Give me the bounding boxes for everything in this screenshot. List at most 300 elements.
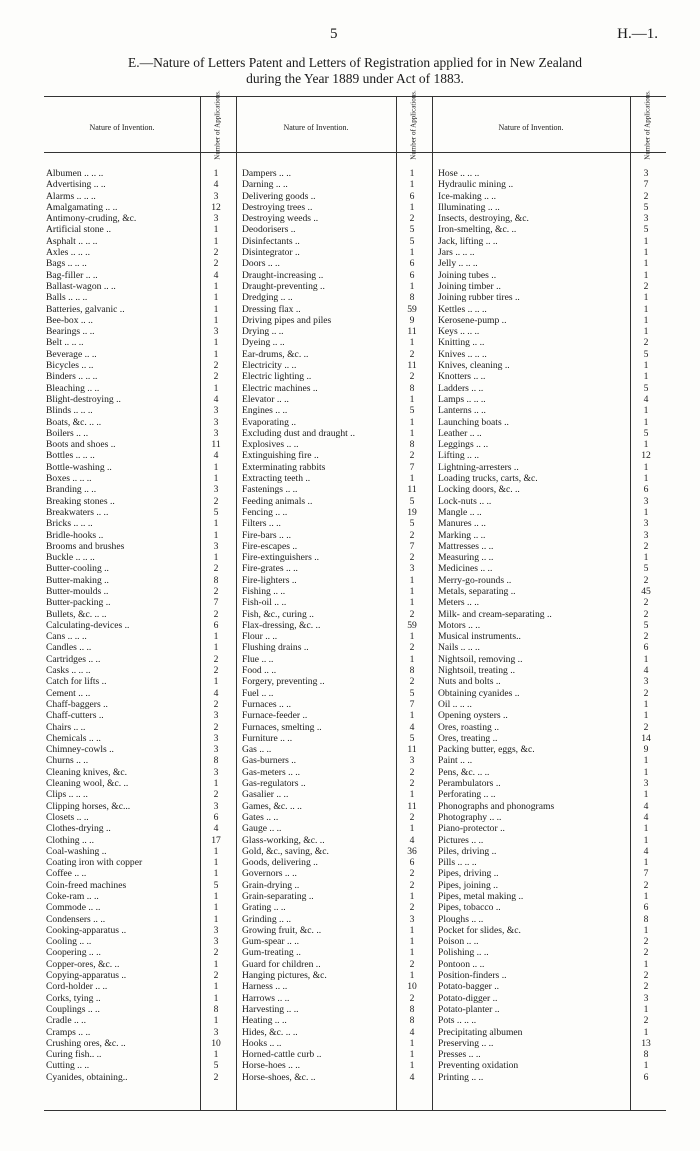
invention-name: Deodorisers .. <box>242 224 296 236</box>
invention-name: Dyeing .. .. <box>242 337 285 349</box>
invention-name: Knotters .. .. <box>438 371 486 383</box>
application-count: 2 <box>213 608 219 620</box>
table-row <box>438 315 664 326</box>
table-row <box>46 191 234 202</box>
application-count: 1 <box>409 473 415 485</box>
invention-name: Boats, &c. .. .. <box>46 416 102 428</box>
table-row <box>46 394 234 405</box>
invention-name: Draught-preventing .. <box>242 280 325 292</box>
table-row <box>438 563 664 574</box>
application-count: 3 <box>643 518 649 530</box>
table-row <box>242 1072 430 1083</box>
application-count: 3 <box>643 529 649 541</box>
application-count: 1 <box>213 992 219 1004</box>
invention-name: Branding .. .. <box>46 484 97 496</box>
invention-name: Gas-regulators .. <box>242 778 306 790</box>
invention-name: Jars .. .. .. <box>438 247 475 259</box>
invention-name: Excluding dust and draught .. <box>242 427 355 439</box>
table-row <box>438 349 664 360</box>
application-count: 12 <box>641 450 651 462</box>
invention-name: Exterminating rabbits <box>242 461 326 473</box>
application-count: 1 <box>213 292 219 304</box>
invention-name: Albumen .. .. .. <box>46 168 104 179</box>
table-row <box>242 665 430 676</box>
col2-name-header: Nature of Invention. <box>236 97 396 153</box>
application-count: 59 <box>407 303 417 315</box>
application-count: 1 <box>643 405 649 417</box>
table-row <box>46 778 234 789</box>
invention-name: Ores, treating .. <box>438 732 498 744</box>
application-count: 2 <box>643 631 649 643</box>
application-count: 1 <box>213 891 219 902</box>
application-count: 2 <box>409 676 415 688</box>
table-row <box>438 541 664 552</box>
invention-name: Breaking stones .. <box>46 495 115 507</box>
title-line-2: during the Year 1889 under Act of 1883. <box>246 71 464 86</box>
application-count: 3 <box>213 416 219 428</box>
application-count: 2 <box>643 337 649 349</box>
invention-name: Bricks .. .. .. <box>46 518 93 530</box>
application-count: 6 <box>409 857 415 869</box>
application-count: 2 <box>213 258 219 270</box>
application-count: 6 <box>409 258 415 270</box>
table-row <box>46 947 234 958</box>
table-row <box>242 258 430 269</box>
application-count: 2 <box>409 766 415 778</box>
application-count: 6 <box>643 642 649 654</box>
table-row <box>242 744 430 755</box>
invention-name: Paint .. .. <box>438 755 473 767</box>
invention-name: Batteries, galvanic .. <box>46 303 125 315</box>
table-row <box>438 247 664 258</box>
application-count: 1 <box>643 1060 649 1072</box>
application-count: 5 <box>409 518 415 530</box>
application-count: 1 <box>409 201 415 213</box>
invention-name: Cement .. .. <box>46 687 91 699</box>
table-row <box>438 394 664 405</box>
invention-name: Fencing .. .. <box>242 506 288 518</box>
table-row <box>46 258 234 269</box>
application-count: 1 <box>213 518 219 530</box>
table-row <box>438 428 664 439</box>
application-count: 6 <box>643 484 649 496</box>
invention-name: Belt .. .. .. <box>46 337 84 349</box>
application-count: 3 <box>409 913 415 925</box>
application-count: 2 <box>213 1071 219 1083</box>
application-count: 2 <box>409 902 415 914</box>
application-count: 4 <box>643 845 649 857</box>
invention-name: Flax-dressing, &c. .. <box>242 619 321 631</box>
application-count: 1 <box>213 631 219 643</box>
invention-name: Draught-increasing .. <box>242 269 324 281</box>
application-count: 3 <box>213 427 219 439</box>
application-count: 4 <box>213 823 219 835</box>
table-row <box>438 405 664 416</box>
invention-name: Pots .. .. .. <box>438 1015 477 1027</box>
application-count: 3 <box>213 800 219 812</box>
table-row <box>242 281 430 292</box>
table-row <box>438 202 664 213</box>
table-row <box>438 530 664 541</box>
table-row <box>242 168 430 179</box>
invention-name: Hanging pictures, &c. <box>242 970 327 982</box>
application-count: 3 <box>409 563 415 575</box>
table-row <box>438 846 664 857</box>
table-row <box>438 981 664 992</box>
table-row <box>242 1015 430 1026</box>
table-row <box>242 597 430 608</box>
application-count: 1 <box>409 416 415 428</box>
application-count: 1 <box>643 461 649 473</box>
invention-name: Pontoon .. .. <box>438 958 485 970</box>
table-row <box>242 337 430 348</box>
invention-name: Cleaning wool, &c. .. <box>46 778 129 790</box>
application-count: 3 <box>213 484 219 496</box>
invention-name: Knives, cleaning .. <box>438 360 510 372</box>
application-count: 2 <box>643 879 649 891</box>
invention-name: Bee-box .. .. <box>46 314 93 326</box>
invention-name: Glass-working, &c. .. <box>242 834 325 846</box>
table-row <box>46 925 234 936</box>
page-number: 5 <box>330 26 338 42</box>
invention-name: Guard for children .. <box>242 958 321 970</box>
table-row <box>242 936 430 947</box>
table-row <box>46 439 234 450</box>
table-row <box>242 360 430 371</box>
table-row <box>242 857 430 868</box>
application-count: 2 <box>213 247 219 259</box>
table-row <box>46 981 234 992</box>
invention-name: Pipes, metal making .. <box>438 891 524 902</box>
table-row <box>46 665 234 676</box>
invention-name: Grinding .. .. <box>242 913 292 925</box>
application-count: 1 <box>409 789 415 801</box>
table-row <box>438 575 664 586</box>
table-row <box>242 586 430 597</box>
application-count: 3 <box>643 213 649 225</box>
invention-name: Iron-smelting, &c. .. <box>438 224 517 236</box>
application-count: 1 <box>213 529 219 541</box>
table-row <box>46 676 234 687</box>
invention-name: Lifting .. .. <box>438 450 480 462</box>
invention-name: Forgery, preventing .. <box>242 676 325 688</box>
invention-name: Coopering .. .. <box>46 947 101 959</box>
application-count: 3 <box>643 168 649 179</box>
application-count: 1 <box>409 585 415 597</box>
invention-name: Bag-filler .. .. <box>46 269 98 281</box>
table-row <box>438 1049 664 1060</box>
table-row <box>46 767 234 778</box>
table-row <box>438 880 664 891</box>
table-row <box>46 563 234 574</box>
invention-name: Extracting teeth .. <box>242 473 311 485</box>
invention-name: Casks .. .. .. <box>46 665 91 677</box>
application-count: 1 <box>643 1003 649 1015</box>
table-row <box>242 417 430 428</box>
table-row <box>242 688 430 699</box>
invention-name: Cleaning knives, &c. <box>46 766 127 778</box>
invention-name: Horse-hoes .. .. <box>242 1060 301 1072</box>
invention-name: Drying .. .. <box>242 326 284 338</box>
application-count: 1 <box>409 427 415 439</box>
invention-name: Electric machines .. <box>242 382 318 394</box>
table-row <box>242 394 430 405</box>
application-count: 1 <box>213 868 219 880</box>
table-row <box>242 835 430 846</box>
invention-name: Bicycles .. .. <box>46 360 94 372</box>
application-count: 2 <box>409 811 415 823</box>
application-count: 2 <box>213 721 219 733</box>
invention-name: Coin-freed machines <box>46 879 127 891</box>
table-row <box>242 631 430 642</box>
table-row <box>438 213 664 224</box>
application-count: 17 <box>211 834 221 846</box>
table-row <box>46 292 234 303</box>
application-count: 1 <box>643 303 649 315</box>
table-row <box>242 722 430 733</box>
invention-name: Cartridges .. .. <box>46 653 101 665</box>
application-count: 2 <box>213 789 219 801</box>
application-count: 5 <box>213 506 219 518</box>
table-row <box>242 970 430 981</box>
application-count: 2 <box>213 371 219 383</box>
table-row <box>438 609 664 620</box>
table-row <box>46 270 234 281</box>
invention-name: Jack, lifting .. .. <box>438 235 498 247</box>
application-count: 2 <box>643 540 649 552</box>
invention-name: Furnaces, smelting .. <box>242 721 322 733</box>
table-row <box>438 1072 664 1083</box>
application-count: 2 <box>213 495 219 507</box>
table-row <box>242 733 430 744</box>
invention-name: Measuring .. .. <box>438 552 494 564</box>
invention-name: Furnace-feeder .. <box>242 710 308 722</box>
table-row <box>46 936 234 947</box>
table-row <box>242 823 430 834</box>
table-row <box>438 383 664 394</box>
invention-name: Cans .. .. .. <box>46 631 87 643</box>
table-row <box>438 417 664 428</box>
application-count: 4 <box>213 179 219 191</box>
invention-name: Fishing .. .. <box>242 585 286 597</box>
table-row <box>46 224 234 235</box>
invention-name: Fire-extinguishers .. <box>242 552 320 564</box>
invention-name: Flour .. .. <box>242 631 278 643</box>
invention-name: Milk- and cream-separating .. <box>438 608 552 620</box>
table-row <box>46 383 234 394</box>
invention-name: Preserving .. .. <box>438 1037 494 1049</box>
application-count: 7 <box>409 540 415 552</box>
invention-name: Knives .. .. .. <box>438 348 487 360</box>
application-count: 3 <box>213 326 219 338</box>
invention-name: Dredging .. .. <box>242 292 293 304</box>
application-count: 2 <box>409 642 415 654</box>
application-count: 1 <box>213 857 219 869</box>
application-count: 8 <box>213 574 219 586</box>
table-row <box>46 631 234 642</box>
table-row <box>46 1004 234 1015</box>
application-count: 4 <box>643 393 649 405</box>
application-count: 1 <box>409 947 415 959</box>
table-row <box>438 914 664 925</box>
table-row <box>242 484 430 495</box>
invention-name: Blinds .. .. .. <box>46 405 93 417</box>
table-row <box>46 213 234 224</box>
application-count: 13 <box>641 1037 651 1049</box>
table-row <box>46 417 234 428</box>
application-count: 2 <box>409 879 415 891</box>
application-count: 4 <box>643 811 649 823</box>
invention-name: Governors .. .. <box>242 868 297 880</box>
invention-name: Catch for lifts .. <box>46 676 107 688</box>
invention-name: Ploughs .. .. <box>438 913 484 925</box>
invention-name: Chemicals .. .. <box>46 732 101 744</box>
invention-name: Pipes, driving .. <box>438 868 499 880</box>
table-row <box>242 552 430 563</box>
application-count: 5 <box>409 235 415 247</box>
invention-name: Artificial stone .. <box>46 224 112 236</box>
invention-name: Bridle-hooks .. <box>46 529 104 541</box>
application-count: 1 <box>213 981 219 993</box>
invention-name: Photography .. .. <box>438 811 502 823</box>
application-count: 14 <box>641 732 651 744</box>
table-row <box>242 789 430 800</box>
application-count: 1 <box>213 303 219 315</box>
table-row <box>46 496 234 507</box>
invention-name: Poison .. .. <box>438 936 479 948</box>
table-row <box>46 789 234 800</box>
invention-name: Butter-moulds .. <box>46 585 109 597</box>
application-count: 3 <box>213 213 219 225</box>
table-row <box>438 326 664 337</box>
application-count: 1 <box>213 676 219 688</box>
application-count: 3 <box>213 190 219 202</box>
application-count: 1 <box>409 574 415 586</box>
invention-name: Brooms and brushes <box>46 540 125 552</box>
application-count: 1 <box>213 902 219 914</box>
table-row <box>242 507 430 518</box>
invention-name: Hooks .. .. <box>242 1037 282 1049</box>
invention-name: Clips .. .. .. <box>46 789 88 801</box>
invention-name: Driving pipes and piles <box>242 314 332 326</box>
invention-name: Grain-drying .. <box>242 879 300 891</box>
invention-name: Gasalier .. .. <box>242 789 289 801</box>
table-row <box>438 258 664 269</box>
invention-name: Ice-making .. .. <box>438 190 497 202</box>
invention-name: Jelly .. .. .. <box>438 258 478 270</box>
table-row <box>46 1015 234 1026</box>
table-row <box>242 1060 430 1071</box>
application-count: 1 <box>213 235 219 247</box>
invention-name: Couplings .. .. <box>46 1003 100 1015</box>
application-count: 1 <box>213 1015 219 1027</box>
table-row <box>46 620 234 631</box>
table-row <box>46 609 234 620</box>
table-row <box>46 688 234 699</box>
table-row <box>46 349 234 360</box>
application-count: 2 <box>643 947 649 959</box>
application-count: 1 <box>213 348 219 360</box>
invention-name: Grain-separating .. <box>242 891 314 902</box>
table-row <box>242 620 430 631</box>
table-row <box>438 360 664 371</box>
table-row <box>242 292 430 303</box>
invention-name: Destroying trees .. <box>242 201 313 213</box>
table-row <box>242 710 430 721</box>
application-count: 3 <box>213 710 219 722</box>
application-count: 1 <box>643 269 649 281</box>
application-count: 7 <box>643 868 649 880</box>
invention-name: Pocket for slides, &c. <box>438 924 521 936</box>
table-row <box>46 473 234 484</box>
inventions-table <box>44 89 666 1111</box>
invention-name: Butter-making .. <box>46 574 109 586</box>
invention-name: Grating .. .. <box>242 902 286 914</box>
invention-name: Musical instruments.. <box>438 631 521 643</box>
application-count: 1 <box>409 823 415 835</box>
invention-name: Preventing oxidation <box>438 1060 519 1072</box>
table-row <box>438 993 664 1004</box>
table-row <box>242 1049 430 1060</box>
application-count: 1 <box>643 235 649 247</box>
table-row <box>438 631 664 642</box>
application-count: 4 <box>643 800 649 812</box>
application-count: 1 <box>643 247 649 259</box>
table-row <box>46 812 234 823</box>
table-row <box>438 767 664 778</box>
application-count: 4 <box>213 450 219 462</box>
invention-name: Hose .. .. .. <box>438 168 480 179</box>
invention-name: Ear-drums, &c. .. <box>242 348 309 360</box>
invention-name: Destroying weeds .. <box>242 213 319 225</box>
application-count: 1 <box>409 597 415 609</box>
table-row <box>46 1060 234 1071</box>
table-row <box>46 575 234 586</box>
table-row <box>46 179 234 190</box>
table-row <box>242 654 430 665</box>
invention-name: Cutting .. .. <box>46 1060 90 1072</box>
table-row <box>46 586 234 597</box>
table-row <box>242 699 430 710</box>
invention-name: Balls .. .. .. <box>46 292 88 304</box>
table-row <box>46 733 234 744</box>
table-row <box>242 642 430 653</box>
table-row <box>46 304 234 315</box>
application-count: 3 <box>643 495 649 507</box>
table-row <box>242 880 430 891</box>
invention-name: Dressing flax .. <box>242 303 301 315</box>
table-row <box>46 993 234 1004</box>
application-count: 3 <box>213 1026 219 1038</box>
invention-name: Harrows .. .. <box>242 992 290 1004</box>
application-count: 5 <box>409 687 415 699</box>
invention-name: Copying-apparatus .. <box>46 970 127 982</box>
application-count: 1 <box>213 461 219 473</box>
invention-name: Horse-shoes, &c. .. <box>242 1071 316 1083</box>
application-count: 12 <box>211 201 221 213</box>
invention-name: Dampers .. .. <box>242 168 292 179</box>
table-row <box>242 179 430 190</box>
application-count: 6 <box>643 1071 649 1083</box>
invention-name: Filters .. .. <box>242 518 281 530</box>
table-row <box>242 575 430 586</box>
invention-name: Flue .. .. <box>242 653 274 665</box>
application-count: 2 <box>213 947 219 959</box>
application-count: 1 <box>409 179 415 191</box>
invention-name: Fire-grates .. .. <box>242 563 298 575</box>
table-row <box>46 315 234 326</box>
application-count: 4 <box>409 834 415 846</box>
